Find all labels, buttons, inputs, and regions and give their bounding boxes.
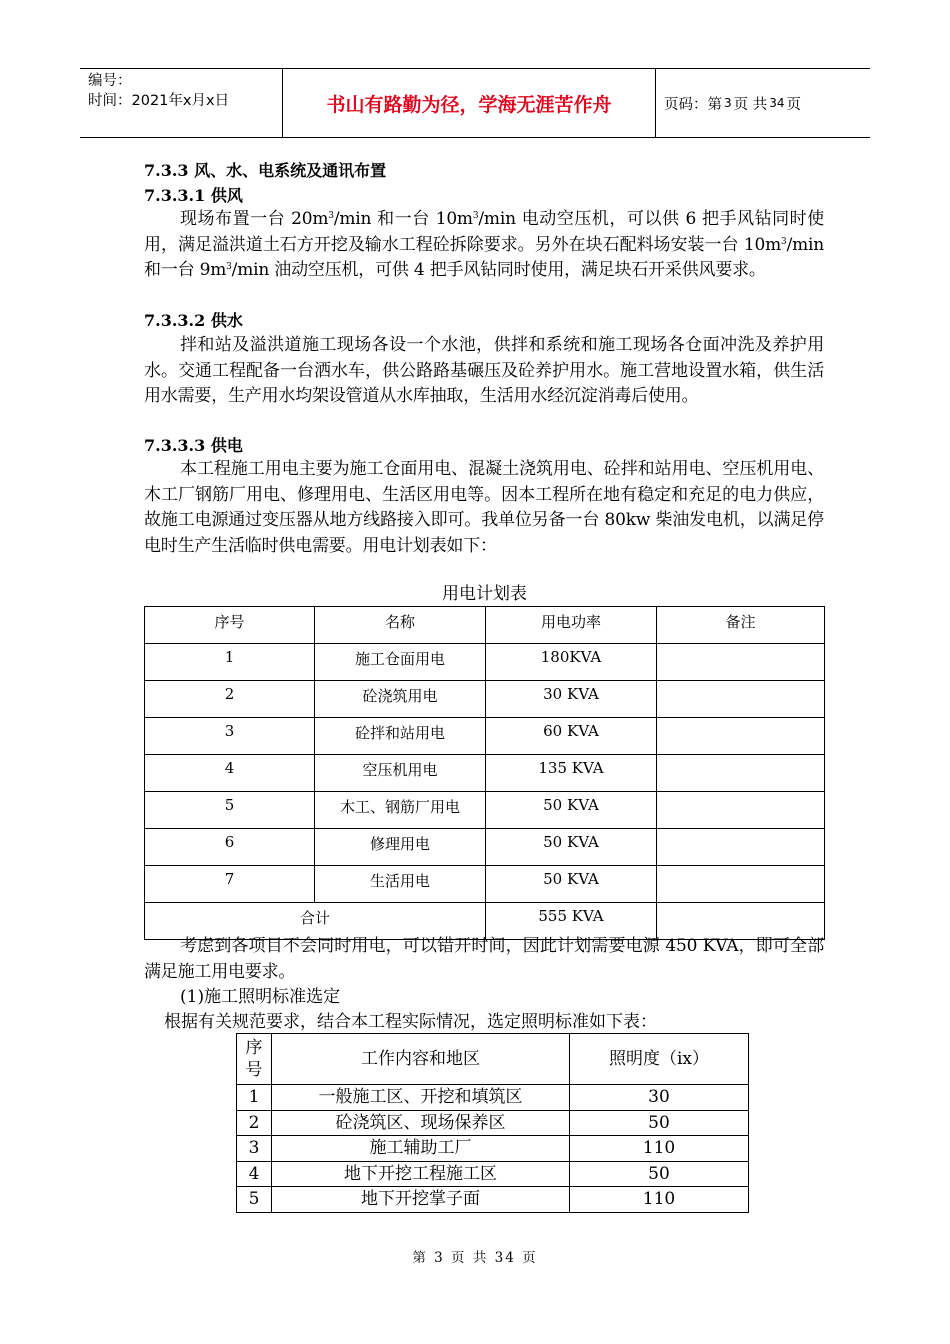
table-row: [145, 755, 825, 792]
table-cell: 施工仓面用电: [315, 644, 486, 681]
header-motto: 书山有路勤为径，学海无涯苦作舟: [326, 93, 612, 116]
wind-paragraph: 现场布置一台 $20m^3/\min$ 和一台 $10m^3/\min$ 电动空压机，可以供 6 把手风钻同时使用，满足溢洪道土石方开挖及输水工程砼拆除要求。另外在块石配料场安装一台 $10m^3/\min$ 和一台 $9m^3/\min$ 油动空压机，可供 4 把手风钻同时使用，满足块石开采供风要求。: [144, 209, 824, 280]
table-cell: 7: [145, 866, 315, 903]
table-cell: 30 KVA: [486, 681, 657, 718]
total-label: 合计: [145, 903, 486, 940]
total-value: 555 KVA: [486, 903, 657, 940]
page-header: [80, 68, 870, 138]
table-row: [145, 792, 825, 829]
table-header-cell: 照明度（ix）: [570, 1034, 749, 1085]
table-cell: 3: [237, 1136, 272, 1162]
table-row: [237, 1161, 749, 1187]
table-cell: 4: [145, 755, 315, 792]
table-row: [237, 1085, 749, 1111]
table-cell: 一般施工区、开挖和填筑区: [272, 1085, 570, 1111]
header-meta: [88, 71, 229, 111]
table-cell: [657, 755, 825, 792]
header-divider: [655, 69, 656, 137]
lighting-table: [236, 1033, 749, 1213]
page-number: 3: [724, 96, 732, 110]
table-cell: 2: [145, 681, 315, 718]
table-cell: 6: [145, 829, 315, 866]
table-cell: 地下开挖工程施工区: [272, 1161, 570, 1187]
table-cell: 施工辅助工厂: [272, 1136, 570, 1162]
table-cell: 50 KVA: [486, 829, 657, 866]
table-cell: [657, 644, 825, 681]
table-header-cell: 用电功率: [486, 607, 657, 644]
table-cell: [657, 829, 825, 866]
water-title: 7.3.3.2 供水: [144, 311, 243, 330]
table-cell: 砼浇筑用电: [315, 681, 486, 718]
table-row: [145, 718, 825, 755]
table-cell: 地下开挖掌子面: [272, 1187, 570, 1213]
table-cell: 空压机用电: [315, 755, 486, 792]
table-header-row: [237, 1034, 749, 1085]
lighting-intro: 根据有关规范要求，结合本工程实际情况，选定照明标准如下表：: [164, 1012, 657, 1032]
table-cell: 50 KVA: [486, 792, 657, 829]
table-row: [145, 866, 825, 903]
power-paragraph: 本工程施工用电主要为施工仓面用电、混凝土浇筑用电、砼拌和站用电、空压机用电、木工厂钢筋厂用电、修理用电、生活区用电等。因本工程所在地有稳定和充足的电力供应，故施工电源通过变压器从地方线路接入即可。我单位另备一台 80kw 柴油发电机，以满足停电时生产生活临时供电需要。用电计划表如下：: [144, 459, 824, 556]
table-row: [145, 681, 825, 718]
table-row: [145, 644, 825, 681]
lighting-heading: (1)施工照明标准选定: [180, 987, 341, 1007]
table-header-cell: 工作内容和地区: [272, 1034, 570, 1085]
power-title: 7.3.3.3 供电: [144, 436, 243, 455]
table-cell: [657, 681, 825, 718]
table-cell: 修理用电: [315, 829, 486, 866]
table-cell: 50: [570, 1110, 749, 1136]
table-cell: 1: [237, 1085, 272, 1111]
table-cell: 1: [145, 644, 315, 681]
table-row: [237, 1110, 749, 1136]
page-mid: 页 共: [733, 96, 768, 113]
table-cell: 180KVA: [486, 644, 657, 681]
table-cell: 砼拌和站用电: [315, 718, 486, 755]
table-cell: 2: [237, 1110, 272, 1136]
table-header-cell: 序号: [145, 607, 315, 644]
water-paragraph: 拌和站及溢洪道施工现场各设一个水池，供拌和系统和施工现场各仓面冲洗及养护用水。交通工程配备一台洒水车，供公路路基碾压及砼养护用水。施工营地设置水箱，供生活用水需要，生产用水均架设管道从水库抽取，生活用水经沉淀消毒后使用。: [144, 335, 824, 406]
wind-title: 7.3.3.1 供风: [144, 186, 243, 205]
table-cell: 砼浇筑区、现场保养区: [272, 1110, 570, 1136]
table-header-cell: 序 号: [237, 1034, 272, 1085]
table-cell: 4: [237, 1161, 272, 1187]
table-cell: 30: [570, 1085, 749, 1111]
table-cell: 60 KVA: [486, 718, 657, 755]
table-cell: 110: [570, 1136, 749, 1162]
section-title: 7.3.3 风、水、电系统及通讯布置: [144, 161, 387, 180]
page-label: 页码：第: [664, 96, 722, 113]
table-header-cell: 名称: [315, 607, 486, 644]
after-table-paragraph: 考虑到各项目不会同时用电，可以错开时间，因此计划需要电源 450 KVA，即可全部满足施工用电要求。: [144, 936, 824, 982]
page-footer: 第 3 页 共 34 页: [412, 1250, 538, 1266]
table-row: [237, 1136, 749, 1162]
number-label: 编号：: [88, 73, 132, 89]
table-cell: [657, 866, 825, 903]
header-page-info: [664, 69, 801, 137]
power-table-caption: 用电计划表: [442, 584, 527, 604]
table-cell: 50 KVA: [486, 866, 657, 903]
table-row: [145, 829, 825, 866]
table-cell: 135 KVA: [486, 755, 657, 792]
table-cell: [657, 718, 825, 755]
page-total: 34: [769, 96, 785, 110]
table-cell: 50: [570, 1161, 749, 1187]
table-header-row: [145, 607, 825, 644]
power-table: [144, 606, 825, 940]
table-cell: [657, 792, 825, 829]
table-cell: 生活用电: [315, 866, 486, 903]
page-end: 页: [786, 96, 802, 113]
table-cell: 110: [570, 1187, 749, 1213]
table-cell: 5: [145, 792, 315, 829]
table-row: [237, 1187, 749, 1213]
table-header-cell: 备注: [657, 607, 825, 644]
table-cell: 3: [145, 718, 315, 755]
date-line: 时间：2021年x月x日: [88, 93, 230, 109]
table-cell: 5: [237, 1187, 272, 1213]
table-cell: 木工、钢筋厂用电: [315, 792, 486, 829]
